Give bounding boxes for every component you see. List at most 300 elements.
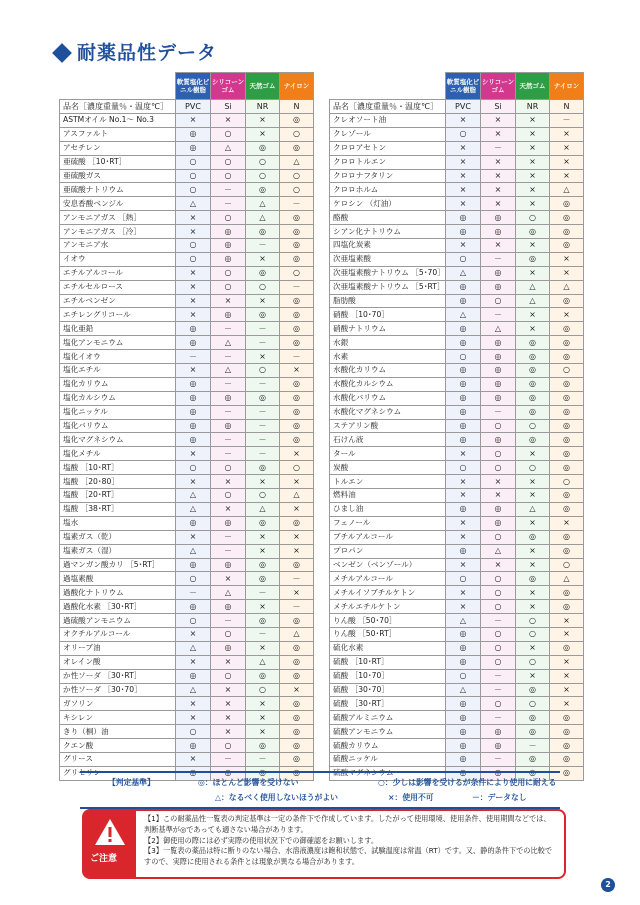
- rating-cell: －: [211, 614, 246, 628]
- chemical-name: 過酸化水素 ［30･RT］: [60, 600, 176, 614]
- chemical-name: りん酸 ［50･70］: [330, 614, 446, 628]
- chemical-name: 塩酸 ［20･RT］: [60, 489, 176, 503]
- table-row: [60, 725, 314, 739]
- rating-cell: ×: [280, 447, 314, 461]
- rating-cell: －: [246, 752, 280, 766]
- rating-cell: ◎: [516, 766, 550, 780]
- chemical-name: クロロナフタリン: [330, 169, 446, 183]
- rating-cell: ×: [446, 586, 481, 600]
- rating-cell: ○: [211, 266, 246, 280]
- table-row: [60, 211, 314, 225]
- table-row: [60, 127, 314, 141]
- rating-cell: ×: [481, 127, 516, 141]
- rating-cell: ◎: [176, 739, 211, 753]
- rating-cell: ○: [211, 211, 246, 225]
- chemical-name: クロロホルム: [330, 183, 446, 197]
- diamond-icon: [52, 43, 72, 63]
- rating-cell: ◎: [550, 239, 584, 253]
- chemical-name: 塩素ガス（湿）: [60, 544, 176, 558]
- rating-cell: ◎: [176, 127, 211, 141]
- rating-cell: ○: [516, 419, 550, 433]
- chemical-name: 過酸化ナトリウム: [60, 586, 176, 600]
- rating-cell: ◎: [550, 725, 584, 739]
- rating-cell: ○: [176, 725, 211, 739]
- rating-cell: ◎: [280, 433, 314, 447]
- rating-cell: ×: [176, 294, 211, 308]
- table-row: [330, 350, 584, 364]
- rating-cell: ○: [446, 252, 481, 266]
- rating-cell: ◎: [481, 516, 516, 530]
- rating-cell: ◎: [280, 377, 314, 391]
- rating-cell: ◎: [550, 641, 584, 655]
- table-row: [60, 614, 314, 628]
- rating-cell: ×: [446, 600, 481, 614]
- rating-cell: ○: [280, 461, 314, 475]
- rating-cell: △: [516, 502, 550, 516]
- rating-cell: －: [246, 322, 280, 336]
- rating-cell: ×: [550, 655, 584, 669]
- rating-cell: △: [446, 308, 481, 322]
- rating-cell: ×: [516, 558, 550, 572]
- rating-cell: △: [550, 572, 584, 586]
- chemical-name: 水酸化カルシウム: [330, 377, 446, 391]
- rating-cell: ○: [516, 655, 550, 669]
- rating-cell: ◎: [481, 502, 516, 516]
- rating-cell: －: [211, 752, 246, 766]
- chemical-name: アンモニアガス ［熱］: [60, 211, 176, 225]
- rating-cell: △: [516, 280, 550, 294]
- rating-cell: ×: [446, 530, 481, 544]
- rating-cell: ×: [280, 530, 314, 544]
- rating-cell: ○: [446, 127, 481, 141]
- table-row: [60, 461, 314, 475]
- table-row: [330, 614, 584, 628]
- rating-cell: ○: [211, 739, 246, 753]
- rating-cell: ◎: [516, 377, 550, 391]
- rating-cell: ×: [550, 627, 584, 641]
- rating-cell: ○: [211, 169, 246, 183]
- chemical-name: 硫酸 ［10･RT］: [330, 655, 446, 669]
- table-row: [330, 391, 584, 405]
- rating-cell: ○: [246, 169, 280, 183]
- rating-cell: ○: [246, 280, 280, 294]
- rating-cell: ◎: [446, 766, 481, 780]
- rating-cell: ×: [176, 280, 211, 294]
- chemical-name: 過塩素酸: [60, 572, 176, 586]
- rating-cell: －: [280, 572, 314, 586]
- rating-cell: ◎: [211, 516, 246, 530]
- rating-cell: －: [246, 586, 280, 600]
- table-row: [330, 711, 584, 725]
- table-row: [60, 280, 314, 294]
- rating-cell: ○: [176, 252, 211, 266]
- chemical-name: 塩酸 ［38･RT］: [60, 502, 176, 516]
- chemical-name: オレイン酸: [60, 655, 176, 669]
- rating-cell: ◎: [176, 433, 211, 447]
- rating-cell: ◎: [446, 294, 481, 308]
- table-row: [330, 461, 584, 475]
- rating-cell: －: [211, 530, 246, 544]
- material-header: ナイロン: [280, 73, 314, 100]
- rating-cell: ◎: [516, 364, 550, 378]
- rating-cell: ×: [446, 169, 481, 183]
- rating-cell: ×: [176, 211, 211, 225]
- rating-cell: ◎: [550, 711, 584, 725]
- rating-cell: ◎: [280, 239, 314, 253]
- chemical-name: 水銀: [330, 336, 446, 350]
- chemical-name: 塩水: [60, 516, 176, 530]
- rating-cell: －: [211, 377, 246, 391]
- table-row: [330, 322, 584, 336]
- rating-cell: －: [516, 739, 550, 753]
- rating-cell: ×: [516, 600, 550, 614]
- rating-cell: ×: [516, 127, 550, 141]
- rating-cell: ×: [446, 155, 481, 169]
- rating-cell: －: [211, 544, 246, 558]
- chemical-name: アスファルト: [60, 127, 176, 141]
- table-row: [60, 322, 314, 336]
- chemical-name: 硫酸 ［30･70］: [330, 683, 446, 697]
- chemical-name: 次亜塩素酸: [330, 252, 446, 266]
- rating-cell: ○: [550, 558, 584, 572]
- chemical-name: 塩酸 ［20･80］: [60, 475, 176, 489]
- rating-cell: △: [280, 489, 314, 503]
- rating-cell: ×: [516, 544, 550, 558]
- rating-cell: ×: [280, 502, 314, 516]
- table-row: [330, 252, 584, 266]
- chemical-name: ベンゼン（ベンゾール）: [330, 558, 446, 572]
- rating-cell: ○: [246, 489, 280, 503]
- table-row: [330, 183, 584, 197]
- rating-cell: ◎: [550, 461, 584, 475]
- rating-cell: ◎: [550, 197, 584, 211]
- rating-cell: △: [481, 322, 516, 336]
- rating-cell: ×: [211, 502, 246, 516]
- chemical-name: 水酸化バリウム: [330, 391, 446, 405]
- rating-cell: ○: [550, 475, 584, 489]
- rating-cell: ◎: [280, 391, 314, 405]
- rating-cell: ◎: [550, 419, 584, 433]
- chemical-name: 脂肪酸: [330, 294, 446, 308]
- rating-cell: ◎: [446, 225, 481, 239]
- rating-cell: ○: [211, 489, 246, 503]
- table-row: [330, 364, 584, 378]
- chemical-name: 硫酸マグネシウム: [330, 766, 446, 780]
- rating-cell: ×: [246, 530, 280, 544]
- chemical-name: トルエン: [330, 475, 446, 489]
- rating-cell: －: [481, 669, 516, 683]
- chemical-name: グリセリン: [60, 766, 176, 780]
- rating-cell: －: [280, 280, 314, 294]
- rating-cell: ◎: [176, 391, 211, 405]
- rating-cell: ×: [516, 141, 550, 155]
- rating-cell: ◎: [211, 225, 246, 239]
- material-code: Si: [481, 100, 516, 114]
- rating-cell: ◎: [211, 391, 246, 405]
- rating-cell: ○: [516, 627, 550, 641]
- table-row: [60, 447, 314, 461]
- table-row: [60, 752, 314, 766]
- rating-cell: △: [176, 683, 211, 697]
- rating-cell: ◎: [176, 141, 211, 155]
- rating-cell: ◎: [211, 239, 246, 253]
- rating-cell: ○: [481, 294, 516, 308]
- rating-cell: ◎: [550, 530, 584, 544]
- rating-cell: ×: [246, 350, 280, 364]
- table-row: [330, 502, 584, 516]
- rating-cell: ◎: [211, 308, 246, 322]
- chemical-name: イオウ: [60, 252, 176, 266]
- rating-cell: ◎: [176, 669, 211, 683]
- chemical-name: 硫酸アルミニウム: [330, 711, 446, 725]
- table-row: [330, 280, 584, 294]
- rating-cell: ×: [211, 697, 246, 711]
- rating-cell: ○: [481, 627, 516, 641]
- material-code: PVC: [446, 100, 481, 114]
- chemical-name: オクチルアルコール: [60, 627, 176, 641]
- rating-cell: ◎: [280, 225, 314, 239]
- rating-cell: ◎: [446, 336, 481, 350]
- rating-cell: ◎: [176, 322, 211, 336]
- table-row: [330, 141, 584, 155]
- chemical-name: ひまし油: [330, 502, 446, 516]
- rating-cell: ○: [280, 127, 314, 141]
- rating-cell: ◎: [550, 433, 584, 447]
- chemical-name: 燃料油: [330, 489, 446, 503]
- rating-cell: ◎: [446, 419, 481, 433]
- table-row: [330, 155, 584, 169]
- rating-cell: ◎: [516, 350, 550, 364]
- rating-cell: ×: [176, 308, 211, 322]
- rating-cell: ×: [176, 114, 211, 128]
- rating-cell: ×: [550, 169, 584, 183]
- rating-cell: ◎: [280, 211, 314, 225]
- rating-cell: ○: [211, 155, 246, 169]
- rating-cell: ◎: [211, 600, 246, 614]
- rating-cell: ×: [246, 127, 280, 141]
- table-row: [330, 683, 584, 697]
- material-code: N: [280, 100, 314, 114]
- rating-cell: ◎: [280, 322, 314, 336]
- rating-cell: －: [211, 183, 246, 197]
- rating-cell: ◎: [481, 391, 516, 405]
- rating-cell: ×: [176, 711, 211, 725]
- rating-cell: ○: [176, 183, 211, 197]
- chemical-name: ASTMオイル No.1〜 No.3: [60, 114, 176, 128]
- material-code: PVC: [176, 100, 211, 114]
- rating-cell: ○: [516, 211, 550, 225]
- table-row: [60, 252, 314, 266]
- rating-cell: ×: [211, 475, 246, 489]
- table-row: [330, 211, 584, 225]
- chemical-name: 四塩化炭素: [330, 239, 446, 253]
- rating-cell: ◎: [280, 558, 314, 572]
- rating-cell: －: [280, 600, 314, 614]
- rating-cell: ◎: [550, 350, 584, 364]
- rating-cell: △: [211, 586, 246, 600]
- table-row: [330, 266, 584, 280]
- table-row: [330, 697, 584, 711]
- rating-cell: ×: [550, 669, 584, 683]
- chemical-name: アセチレン: [60, 141, 176, 155]
- table-row: [330, 641, 584, 655]
- rating-cell: ×: [176, 266, 211, 280]
- rating-cell: ◎: [550, 447, 584, 461]
- rating-cell: ×: [550, 614, 584, 628]
- page-title-text: 耐薬品性データ: [77, 42, 218, 64]
- table-row: [60, 405, 314, 419]
- rating-cell: ○: [481, 600, 516, 614]
- rating-cell: ○: [280, 266, 314, 280]
- rating-cell: ×: [481, 183, 516, 197]
- material-code: N: [550, 100, 584, 114]
- chemical-name: ブチルアルコール: [330, 530, 446, 544]
- rating-cell: ×: [550, 266, 584, 280]
- rating-cell: ◎: [280, 697, 314, 711]
- rating-cell: ×: [280, 586, 314, 600]
- rating-cell: ◎: [280, 725, 314, 739]
- rating-cell: ×: [550, 308, 584, 322]
- rating-cell: ◎: [516, 530, 550, 544]
- table-row: [330, 294, 584, 308]
- rating-cell: ◎: [280, 614, 314, 628]
- table-row: [60, 225, 314, 239]
- rating-cell: ×: [516, 239, 550, 253]
- rating-cell: ◎: [446, 641, 481, 655]
- rating-cell: ◎: [176, 405, 211, 419]
- rating-cell: ×: [176, 364, 211, 378]
- rating-cell: ×: [176, 655, 211, 669]
- chemical-name: 石けん液: [330, 433, 446, 447]
- table-row: [60, 433, 314, 447]
- chemical-name: 塩化マグネシウム: [60, 433, 176, 447]
- rating-cell: ○: [481, 655, 516, 669]
- rating-cell: ◎: [246, 739, 280, 753]
- chemical-name: クレゾール: [330, 127, 446, 141]
- chemical-name: メチルイソブチルケトン: [330, 586, 446, 600]
- rating-cell: ◎: [280, 294, 314, 308]
- table-row: [60, 669, 314, 683]
- rating-cell: ◎: [550, 544, 584, 558]
- table-row: [330, 544, 584, 558]
- caution-box: [82, 809, 566, 879]
- rating-cell: ○: [176, 461, 211, 475]
- rating-cell: ◎: [446, 433, 481, 447]
- chemical-name: クロロアセトン: [330, 141, 446, 155]
- legend-dash: －：データなし: [472, 793, 527, 802]
- chemical-name: ステアリン酸: [330, 419, 446, 433]
- chemical-name: エチレングリコール: [60, 308, 176, 322]
- material-header: 軟質塩化ビニル樹脂: [176, 73, 211, 100]
- rating-cell: ◎: [550, 502, 584, 516]
- table-row: [330, 530, 584, 544]
- chemical-name: か性ソーダ ［30･RT］: [60, 669, 176, 683]
- rating-cell: ◎: [246, 614, 280, 628]
- rating-cell: ○: [481, 419, 516, 433]
- table-row: [330, 239, 584, 253]
- rating-cell: ◎: [176, 419, 211, 433]
- chemical-name: クエン酸: [60, 739, 176, 753]
- table-row: [60, 239, 314, 253]
- rating-cell: ×: [550, 516, 584, 530]
- rating-cell: △: [280, 155, 314, 169]
- rating-cell: －: [481, 683, 516, 697]
- rating-cell: －: [211, 350, 246, 364]
- rating-cell: ×: [176, 530, 211, 544]
- rating-cell: ×: [176, 225, 211, 239]
- rating-cell: ×: [446, 141, 481, 155]
- rating-cell: ◎: [446, 739, 481, 753]
- chemical-name: プロパン: [330, 544, 446, 558]
- rating-cell: ◎: [446, 211, 481, 225]
- rating-cell: ×: [550, 155, 584, 169]
- rating-cell: ◎: [516, 405, 550, 419]
- table-row: [330, 419, 584, 433]
- rating-cell: ◎: [246, 516, 280, 530]
- table-row: [330, 739, 584, 753]
- rating-cell: ◎: [550, 225, 584, 239]
- chemical-name: アンモニア水: [60, 239, 176, 253]
- rating-cell: ×: [516, 641, 550, 655]
- rating-cell: ×: [211, 725, 246, 739]
- rating-cell: ◎: [481, 225, 516, 239]
- rating-cell: －: [481, 252, 516, 266]
- rating-cell: ◎: [446, 711, 481, 725]
- rating-cell: ×: [516, 586, 550, 600]
- table-row: [60, 544, 314, 558]
- rating-cell: ◎: [176, 600, 211, 614]
- table-row: [330, 516, 584, 530]
- caution-note-2: 【2】御使用の際には必ず実際の使用状況下での御確認をお願いします。: [144, 835, 379, 845]
- rating-cell: ◎: [481, 336, 516, 350]
- rating-cell: △: [176, 502, 211, 516]
- table-row: [330, 475, 584, 489]
- caution-note-1: 【1】この耐薬品性一覧表の判定基準は一定の条件下で作成しています。したがって使用環境、使用条件、使用期間などでは、判断基準が◎であっても適さない場合があります。: [144, 814, 551, 834]
- rating-cell: ◎: [246, 572, 280, 586]
- chemical-name: オリーブ油: [60, 641, 176, 655]
- table-row: [330, 127, 584, 141]
- rating-cell: ◎: [481, 280, 516, 294]
- chemical-name: ガソリン: [60, 697, 176, 711]
- chemical-name: 塩素ガス（乾）: [60, 530, 176, 544]
- rating-cell: －: [246, 405, 280, 419]
- material-header: シリコーンゴム: [481, 73, 516, 100]
- chemical-name: クロロトルエン: [330, 155, 446, 169]
- table-row: [60, 364, 314, 378]
- table-row: [60, 516, 314, 530]
- table-row: [60, 336, 314, 350]
- rating-cell: ×: [516, 669, 550, 683]
- rating-cell: ×: [246, 725, 280, 739]
- table-row: [330, 197, 584, 211]
- rating-cell: △: [246, 197, 280, 211]
- page-title: [55, 38, 217, 65]
- rating-cell: ◎: [446, 364, 481, 378]
- rating-cell: △: [446, 266, 481, 280]
- rating-cell: ×: [246, 252, 280, 266]
- rating-cell: ◎: [280, 752, 314, 766]
- chemical-name: 酪酸: [330, 211, 446, 225]
- rating-cell: －: [246, 627, 280, 641]
- rating-cell: ◎: [446, 752, 481, 766]
- rating-cell: ×: [446, 183, 481, 197]
- header-blank: [60, 73, 176, 100]
- rating-cell: ◎: [481, 211, 516, 225]
- chemical-name: 塩化ニッケル: [60, 405, 176, 419]
- rating-cell: ×: [550, 697, 584, 711]
- rating-cell: ○: [481, 586, 516, 600]
- rating-cell: ×: [550, 141, 584, 155]
